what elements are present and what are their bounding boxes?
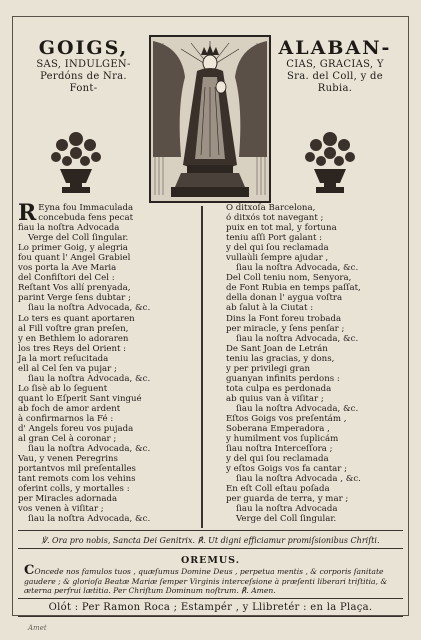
right-flower-vase-icon (300, 125, 360, 197)
verse-line: y del qui ſou reclamada (226, 454, 329, 465)
verse-line: Lo primer Goig, y alegria (18, 243, 128, 254)
verse-line: per guarda de terra, y mar ; (226, 494, 349, 505)
verse-line: Ja la mort reſucitada (18, 353, 109, 364)
verses-right-column (226, 203, 404, 525)
verse-line: tota culpa es perdonada (226, 383, 332, 394)
verse-line: fiau la noſtra Advocada (18, 223, 120, 234)
verse-line: vos porta la Ave Maria (18, 263, 117, 274)
verse-line: ell al Cel ſen va pujar ; (18, 363, 117, 374)
title-goigs: GOIGS, (38, 37, 129, 59)
verse-line: teniu las gracias, y dons, (226, 353, 335, 364)
verse-line: Verge del Coll ſingular. (236, 514, 337, 525)
verse-line: ó ditxós tot navegant ; (226, 213, 324, 224)
verse-line: ſiau la noſtra Advocada , &c. (236, 474, 361, 485)
verse-line: vos venen à viſitar ; (18, 504, 104, 515)
verse-line: vullaùli ſempre ajudar , (226, 253, 329, 264)
prayer-text: Oncede nos famulos tuos , quæſumus Domine Deus , perpetua mentis , & corporis ſanitate gaudere ; & glorioſa Beatæ Mariæ ſemper Virginis interceſsione à præſenti liberari triſtitia, & æterna perfrui lætitia. Per Chriſtum Dominum noſtrum. ℟. Amen. (24, 567, 388, 596)
left-flower-vase-icon (46, 125, 106, 197)
oremus-prayer (24, 563, 399, 596)
verses-left-column (18, 200, 193, 525)
verse-line: ſiau noſtra Interceſſora ; (226, 444, 333, 455)
verse-line: ſiau la noſtra Advocada, &c. (28, 373, 151, 384)
verse-line: oferint colls, y mortalles : (18, 484, 130, 495)
header-left-line-2: Perdóns de Nra. (40, 71, 127, 82)
verse-line: quant lo Eſperit Sant vingué (18, 393, 142, 404)
header-left-line-3: Font- (69, 83, 98, 94)
verse-line: ſiau la noſtra Advocada, &c. (236, 263, 359, 274)
header-left-line-1: SAS, INDULGEN- (36, 59, 131, 70)
verse-line: tant remots com los vehins (18, 474, 136, 485)
verse-line: ſiau la noſtra Advocada, &c. (236, 333, 359, 344)
verse-line: al gran Cel à coronar ; (18, 434, 117, 445)
verse-line: parint Verge ſens dubtar ; (18, 293, 131, 304)
printer-colophon: Olót : Per Ramon Roca ; Estampér , y Llibretér : en la Plaça. (48, 602, 373, 613)
verse-line: ab ſalut à la Ciutat : (226, 303, 314, 314)
dropcap-c: C (24, 563, 35, 578)
dropcap-r: R (18, 200, 37, 226)
verse-line: los tres Reys del Orient : (18, 343, 127, 354)
header-right (272, 38, 398, 95)
verse-line: puix en tot mal, y fortuna (226, 223, 337, 234)
verse-line: ſiau la noſtra Advocada (236, 504, 338, 515)
verse-line: De Sant Joan de Letrán (226, 343, 328, 354)
verse-line: à confirmarnos la Fé : (18, 413, 114, 424)
verse-line: guanyan infinits perdons : (226, 373, 340, 384)
verse-line: y eſtos Goigs vos fa cantar ; (226, 464, 348, 475)
verse-line: Del Coll teniu nom, Senyora, (226, 273, 352, 284)
rule-after-versicle (18, 548, 403, 549)
verse-line: y del qui ſou reclamada (226, 243, 329, 254)
verse-line: Eſtos Goigs vos preſentám , (226, 413, 347, 424)
verse-line: portantvos mil preſentalles (18, 464, 136, 475)
header-left (26, 38, 141, 95)
verse-line: ſiau la noſtra Advocada, &c. (28, 444, 151, 455)
versicle-line: ℣. Ora pro nobis, Sancta Dei Genitrix. ℟. Ut digni efficiamur promiſsionibus Chriſti. (41, 536, 380, 545)
verse-line: ſiau la noſtra Advocada, &c. (236, 403, 359, 414)
verse-line: y per privilegi gran (226, 363, 311, 374)
header-right-line-2: Sra. del Coll, y de (287, 71, 383, 82)
verse-line: y humilment vos ſuplicám (226, 434, 339, 445)
verse-line: Vau, y venen Peregrins (18, 454, 118, 465)
verse-line: O ditxoſa Barcelona, (226, 203, 316, 213)
verse-line: Reſtant Vos allí prenyada, (18, 283, 131, 294)
verse-line: Verge del Coll ſingular. (28, 233, 129, 244)
rule-after-verses (18, 530, 403, 531)
verse-line: teniu aſſi Port galant : (226, 233, 323, 244)
verse-line: ſiau la noſtra Advocada, &c. (28, 514, 151, 525)
verse-line: En eſt Coll eſtau poſada (226, 484, 330, 495)
verse-line: per Miracles adornada (18, 494, 118, 505)
verse-line: y en Bethlem lo adoraren (18, 333, 129, 344)
verse-line: della donan l' ayguа voſtra (226, 293, 343, 304)
verse-line: ſiau la noſtra Advocada, &c. (28, 303, 151, 314)
verse-line: de Font Rubia en temps paſſat, (226, 283, 361, 294)
header-right-line-3: Rubia. (317, 83, 353, 94)
verse-line: ab foch de amor ardent (18, 403, 121, 414)
verse-line: Lo ſisè ab lo ſeguent (18, 383, 108, 394)
title-alabanzas: ALABAN- (278, 37, 392, 59)
verse-line: per miracle, y ſens penſar ; (226, 323, 345, 334)
oremus-title: OREMUS. (180, 555, 241, 566)
rule-before-colophon (18, 598, 403, 599)
verse-line: del Confiſtori del Cel : (18, 273, 115, 284)
verse-line: concebuda fens pecat (38, 213, 134, 224)
verse-line: Soberana Emperadora , (226, 424, 330, 435)
rule-after-colophon (18, 616, 403, 617)
verse-line: al Fill voſtre gran preſen, (18, 323, 129, 334)
verse-line: Lo ters es quant aportaren (18, 313, 135, 324)
handwritten-signature: Amet (28, 624, 47, 632)
virgin-woodcut-image (149, 35, 271, 203)
verse-line: Dins la Font foreu trobada (226, 313, 342, 324)
verse-line: ab quius van à viſitar ; (226, 393, 324, 404)
verse-line: fou quant l' Angel Grabiel (18, 253, 131, 264)
header-right-line-1: CIAS, GRACIAS, Y (286, 59, 384, 70)
verse-line: d' Angels foreu vos pujada (18, 424, 134, 435)
column-divider (201, 206, 203, 528)
verse-first-text: Eyna fou Immaculada (38, 203, 134, 213)
